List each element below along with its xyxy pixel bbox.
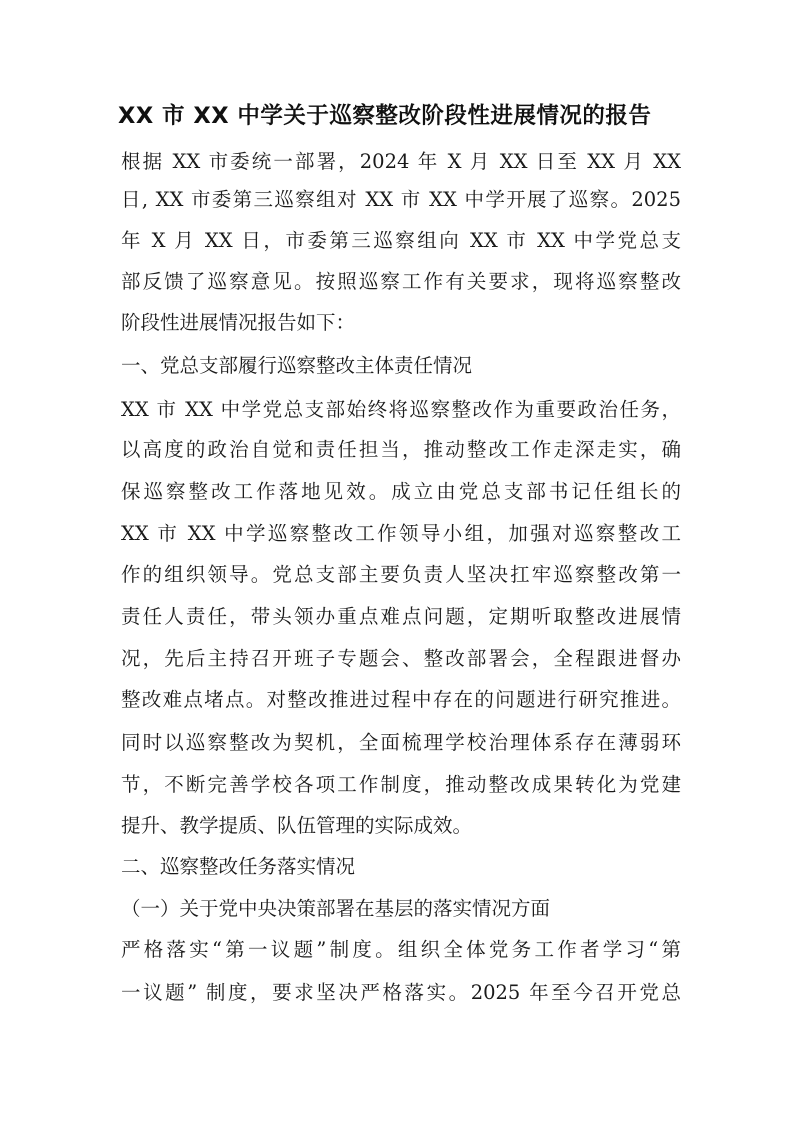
paragraph-line: 同时以巡察整改为契机，全面梳理学校治理体系存在薄弱环 <box>121 731 681 754</box>
section-heading-2: 二、巡察整改任务落实情况 <box>121 855 356 878</box>
paragraph-line: 以高度的政治自觉和责任担当，推动整改工作走深走实，确 <box>121 438 681 461</box>
paragraph-line: 作的组织领导。党总支部主要负责人坚决扛牢巡察整改第一 <box>121 563 681 586</box>
paragraph-line: 提升、教学提质、队伍管理的实际成效。 <box>121 814 473 837</box>
paragraph-line: 况，先后主持召开班子专题会、整改部署会，全程跟进督办 <box>121 647 681 670</box>
paragraph-line: 整改难点堵点。对整改推进过程中存在的问题进行研究推进。 <box>121 688 681 711</box>
paragraph-line: 年 X 月 XX 日，市委第三巡察组向 XX 市 XX 中学党总支 <box>121 229 681 252</box>
paragraph-line: 阶段性进展情况报告如下： <box>121 311 356 334</box>
paragraph-line: 保巡察整改工作落地见效。成立由党总支部书记任组长的 <box>121 480 681 503</box>
paragraph-line: 一议题” 制度，要求坚决严格落实。2025 年至今召开党总 <box>121 981 681 1004</box>
paragraph-line: 责任人责任，带头领办重点难点问题，定期听取整改进展情 <box>121 605 681 628</box>
paragraph-line: 根据 XX 市委统一部署，2024 年 X 月 XX 日至 XX 月 XX <box>121 150 681 173</box>
paragraph-line: 日, XX 市委第三巡察组对 XX 市 XX 中学开展了巡察。2025 <box>121 188 681 211</box>
paragraph-line: 节，不断完善学校各项工作制度，推动整改成果转化为党建 <box>121 773 681 796</box>
section-heading-1: 一、党总支部履行巡察整改主体责任情况 <box>121 354 473 377</box>
paragraph-line: 严格落实“第一议题”制度。组织全体党务工作者学习“第 <box>121 938 681 961</box>
paragraph-line: XX 市 XX 中学党总支部始终将巡察整改作为重要政治任务， <box>121 398 681 421</box>
paragraph-line: 部反馈了巡察意见。按照巡察工作有关要求，现将巡察整改 <box>121 270 681 293</box>
document-title: XX 市 XX 中学关于巡察整改阶段性进展情况的报告 <box>118 103 652 129</box>
paragraph-line: XX 市 XX 中学巡察整改工作领导小组，加强对巡察整改工 <box>121 522 681 545</box>
subsection-heading-1: （一）关于党中央决策部署在基层的落实情况方面 <box>121 897 551 920</box>
